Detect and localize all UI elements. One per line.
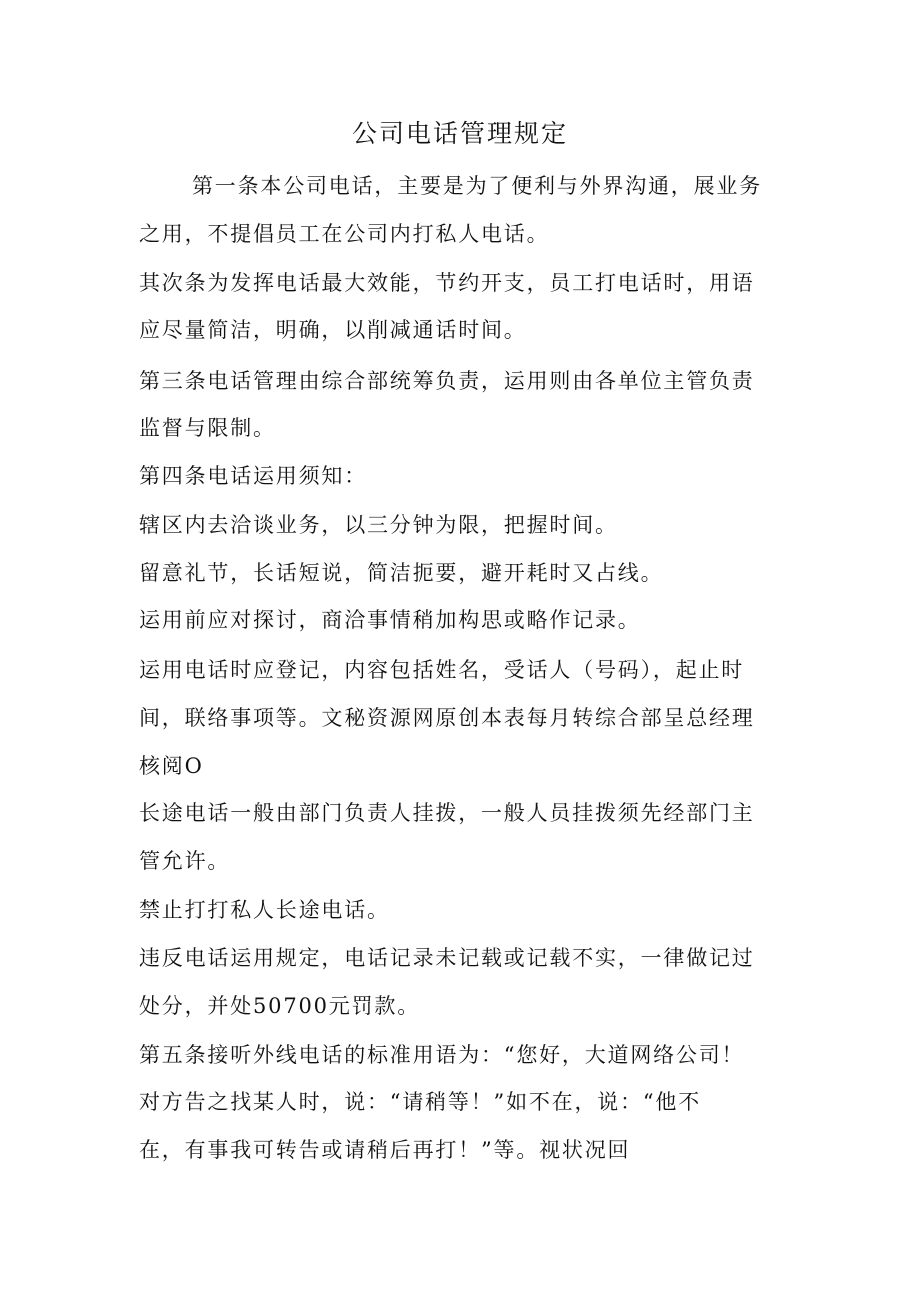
paragraph-line: 第三条电话管理由综合部统筹负责，运用则由各单位主管负责 <box>139 369 755 393</box>
paragraph-line: 其次条为发挥电话最大效能，节约开支，员工打电话时，用语 <box>139 271 755 295</box>
paragraph-line: 违反电话运用规定，电话记录未记载或记载不实，一律做记过 <box>139 946 755 970</box>
paragraph-line: 留意礼节，长话短说，简洁扼要，避开耗时又占线。 <box>139 561 664 585</box>
paragraph-line: 禁止打打私人长途电话。 <box>139 898 390 922</box>
paragraph-line: 对方告之找某人时，说：“请稍等！”如不在，说：“他不 <box>139 1090 702 1114</box>
paragraph-line: 处分，并处50700元罚款。 <box>139 994 421 1018</box>
paragraph-line: 运用电话时应登记，内容包括姓名，受话人（号码），起止时 <box>139 658 745 682</box>
paragraph-line: 第五条接听外线电话的标准用语为：“您好，大道网络公司！ <box>139 1043 745 1067</box>
paragraph-line: 在，有事我可转告或请稍后再打！”等。视状况回 <box>139 1138 631 1162</box>
paragraph-line: 辖区内去洽谈业务，以三分钟为限，把握时间。 <box>139 513 618 537</box>
paragraph-line: 管允许。 <box>139 849 231 873</box>
paragraph-line: 第一条本公司电话，主要是为了便利与外界沟通，展业务 <box>192 174 762 198</box>
paragraph-line: 监督与限制。 <box>139 416 276 440</box>
paragraph-line: 长途电话一般由部门负责人挂拨，一般人员挂拨须先经部门主 <box>139 801 755 825</box>
paragraph-line: 第四条电话运用须知： <box>139 464 367 488</box>
paragraph-line: 核阅O <box>139 754 204 778</box>
paragraph-line: 之用，不提倡员工在公司内打私人电话。 <box>139 222 550 246</box>
paragraph-line: 应尽量简洁，明确，以削减通话时间。 <box>139 318 527 342</box>
page-title: 公司电话管理规定 <box>351 119 568 148</box>
paragraph-line: 运用前应对探讨，商洽事情稍加构思或略作记录。 <box>139 608 641 632</box>
paragraph-line: 间，联络事项等。文秘资源网原创本表每月转综合部呈总经理 <box>139 706 755 730</box>
